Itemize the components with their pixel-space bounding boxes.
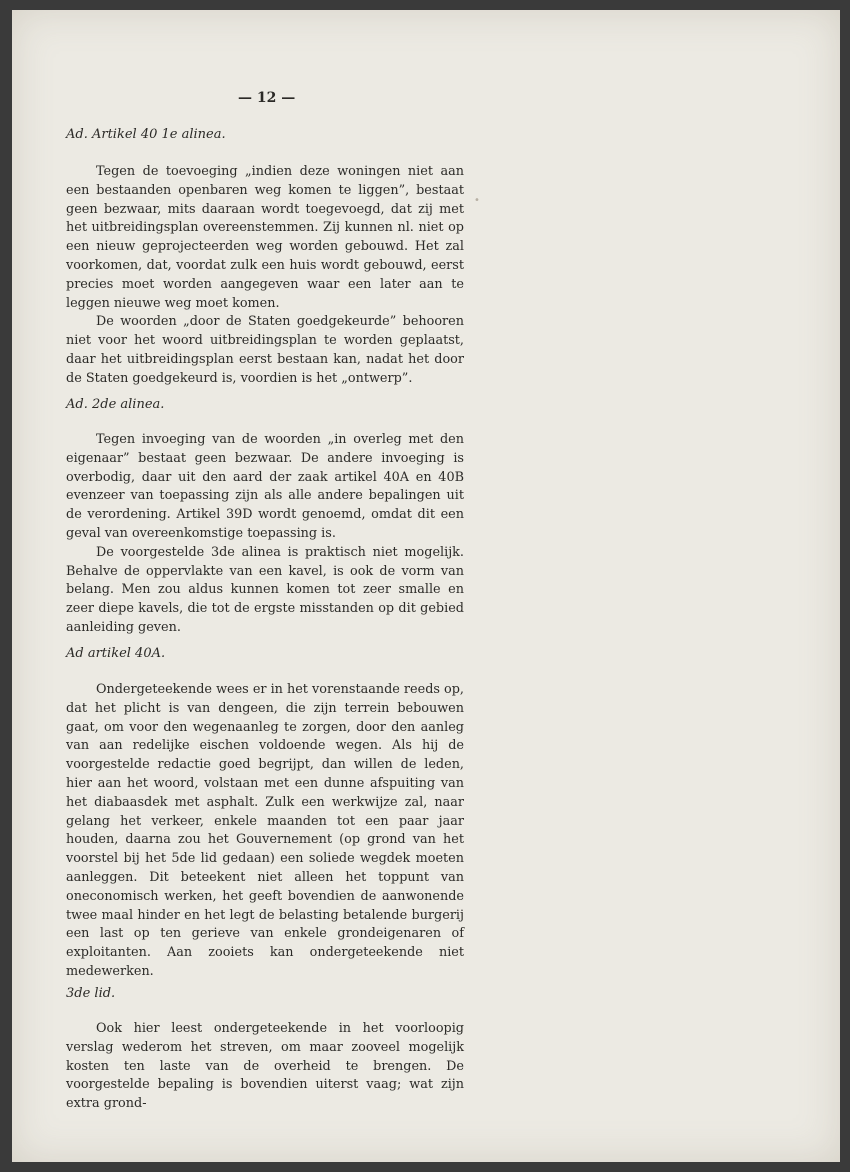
section-heading: Ad. Artikel 40 1e alinea. [66,127,226,142]
ink-speck: • [474,195,480,206]
paragraph: Ondergeteekende wees er in het vorenstaande reeds op, dat het plicht is van dengeen, die zijn terrein bebouwen gaat, om voor den wegenaanleg te zorgen, door den aanleg van aan redelijke eischen voldoende wegen. Als hij de voorgestelde redactie goed begrijpt, dan willen de leden, hier aan het woord, volstaan met een dunne afspuiting van het diabaasdek met asphalt. Zulk een werkwijze zal, naar gelang het verkeer, enkele maanden tot een paar jaar houden, daarna zou het Gouvernement (op grond van het voorstel bij het 5de lid gedaan) een soliede wegdek moeten aanleggen. Dit beteekent niet alleen het toppunt van oneconomisch werken, het geeft bovendien de aanwonende twee maal hinder en het legt de belasting betalende burgerij een last op ten gerieve van enkele grondeigenaren of exploitanten. Aan zooiets kan ondergeteekende niet medewerken. [66,682,464,979]
section-body [66,1020,464,1114]
section-body [66,681,464,982]
paragraph: Tegen de toevoeging „indien deze woningen niet aan een bestaanden openbaren weg komen te liggen”, bestaat geen bezwaar, mits daaraan wordt toegevoegd, dat zij met het uitbreidingsplan overeenstemmen. Zij kunnen nl. niet op een nieuw geprojecteerden weg worden gebouwd. Het zal voorkomen, dat, voordat zulk een huis wordt gebouwd, eerst precies moet worden aangegeven waar een later aan te leggen nieuwe weg moet komen. [66,164,464,311]
section-body [66,163,464,389]
section-body [66,431,464,638]
section-heading: Ad. 2de alinea. [66,397,165,412]
section-heading: Ad artikel 40A. [66,646,166,661]
page-number: — 12 — [238,90,296,106]
paragraph: Ook hier leest ondergeteekende in het voorloopig verslag wederom het streven, om maar zooveel mogelijk kosten ten laste van de overheid te brengen. De voorgestelde bepaling is bovendien uiterst vaag; wat zijn extra grond- [66,1021,464,1112]
document-page [12,10,840,1162]
section-heading: 3de lid. [66,986,116,1001]
paragraph: Tegen invoeging van de woorden „in overleg met den eigenaar” bestaat geen bezwaar. De andere invoeging is overbodig, daar uit den aard der zaak artikel 40A en 40B evenzeer van toepassing zijn als alle andere bepalingen uit de verordening. Artikel 39D wordt genoemd, omdat dit een geval van overeenkomstige toepassing is. [66,432,464,541]
paragraph: De voorgestelde 3de alinea is praktisch niet mogelijk. Behalve de oppervlakte van een kavel, is ook de vorm van belang. Men zou aldus kunnen komen tot zeer smalle en zeer diepe kavels, die tot de ergste misstanden op dit gebied aanleiding geven. [66,544,464,635]
paragraph: De woorden „door de Staten goedgekeurde” behooren niet voor het woord uitbreidingsplan te worden geplaatst, daar het uitbreidingsplan eerst bestaan kan, nadat het door de Staten goedgekeurd is, voordien is het „ontwerp”. [66,314,464,386]
